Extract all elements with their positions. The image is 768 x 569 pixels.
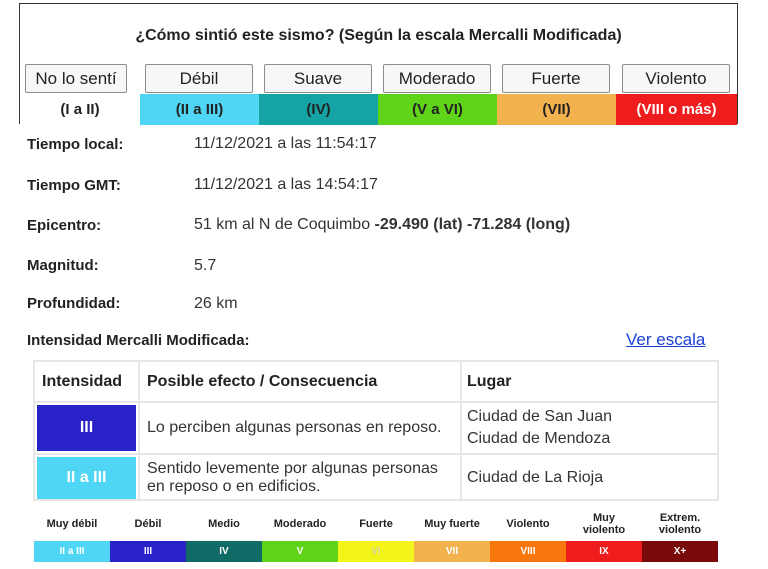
intensity-badge-ii-iii: II a III: [37, 457, 136, 499]
depth-value: 26 km: [194, 295, 238, 312]
header-effect: Posible efecto / Consecuencia: [147, 372, 378, 390]
intensity-section-title: Intensidad Mercalli Modificada:: [27, 332, 250, 349]
felt-weak-button[interactable]: Débil: [145, 64, 253, 93]
scale-swatch-viii: VIII: [490, 541, 566, 562]
scale-label-debil: Débil: [134, 518, 162, 530]
intensity-table: [33, 360, 719, 501]
felt-moderate-button[interactable]: Moderado: [383, 64, 491, 93]
place-list: [467, 405, 712, 451]
scale-swatch-vi: VI: [338, 541, 414, 562]
scale-label-muy-violento: Muy violento: [582, 512, 626, 536]
scale-swatch-v: V: [262, 541, 338, 562]
magnitude-value: 5.7: [194, 257, 217, 274]
scale-label-medio: Medio: [208, 518, 240, 530]
local-time-value: 11/12/2021 a las 11:54:17: [194, 135, 377, 152]
scale-swatch-x-plus: X+: [642, 541, 718, 562]
band-v-vi: (V a VI): [378, 94, 497, 125]
felt-light-button[interactable]: Suave: [264, 64, 372, 93]
band-iv: (IV): [259, 94, 378, 125]
effect-text: Lo perciben algunas personas en reposo.: [147, 419, 442, 436]
local-time-label: Tiempo local:: [27, 136, 124, 153]
scale-label-moderado: Moderado: [273, 518, 327, 530]
depth-label: Profundidad:: [27, 295, 121, 312]
felt-strong-button[interactable]: Fuerte: [502, 64, 610, 93]
band-viii-plus: (VIII o más): [616, 94, 737, 125]
felt-none-button[interactable]: No lo sentí: [25, 64, 127, 93]
scale-label-violento: Violento: [506, 518, 550, 530]
scale-label-muy-debil: Muy débil: [46, 518, 98, 530]
epicenter-text: 51 km al N de Coquimbo: [194, 216, 375, 233]
intensity-badge-iii: III: [37, 405, 136, 451]
scale-swatch-vii: VII: [414, 541, 490, 562]
scale-swatch-iii: III: [110, 541, 186, 562]
table-divider: [138, 362, 140, 499]
epicenter-label: Epicentro:: [27, 217, 102, 234]
place-item: Ciudad de La Rioja: [467, 469, 604, 486]
scale-swatch-iv: IV: [186, 541, 262, 562]
epicenter-coords: -29.490 (lat) -71.284 (long): [374, 216, 571, 233]
scale-swatch-ii-iii: II a III: [34, 541, 110, 562]
scale-label-extrem-violento: Extrem. violento: [658, 512, 702, 536]
magnitude-label: Magnitud:: [27, 257, 99, 274]
gmt-time-label: Tiempo GMT:: [27, 177, 121, 194]
effect-text: Sentido levemente por algunas personas en reposo o en edificios.: [147, 460, 438, 495]
place-item: Ciudad de Mendoza: [467, 430, 611, 447]
scale-label-muy-fuerte: Muy fuerte: [424, 518, 480, 530]
felt-violent-button[interactable]: Violento: [622, 64, 730, 93]
band-i-ii: (I a II): [20, 94, 140, 125]
table-divider: [460, 362, 462, 499]
epicenter-value: [194, 216, 570, 234]
band-vii: (VII): [497, 94, 616, 125]
view-scale-link[interactable]: Ver escala: [626, 330, 706, 349]
header-intensity: Intensidad: [42, 372, 123, 390]
band-ii-iii: (II a III): [140, 94, 259, 125]
felt-survey-panel: [19, 3, 738, 124]
header-place: Lugar: [467, 372, 512, 390]
scale-label-fuerte: Fuerte: [359, 518, 393, 530]
survey-title: ¿Cómo sintió este sismo? (Según la escala Mercalli Modificada): [135, 27, 622, 44]
gmt-time-value: 11/12/2021 a las 14:54:17: [194, 176, 378, 193]
place-item: Ciudad de San Juan: [467, 408, 612, 425]
scale-swatch-ix: IX: [566, 541, 642, 562]
